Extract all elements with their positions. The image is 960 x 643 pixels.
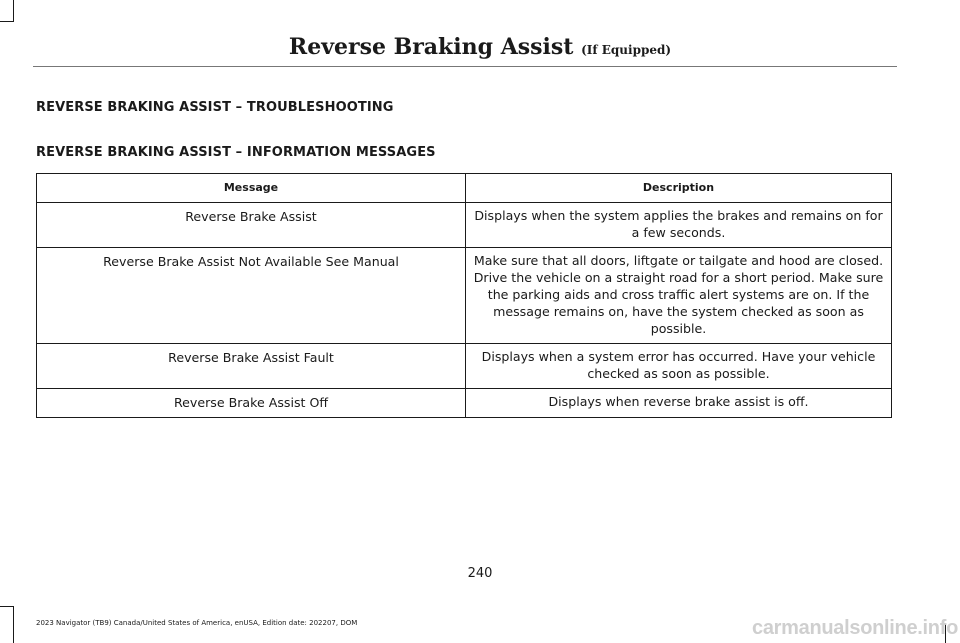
table-row xyxy=(37,344,892,389)
watermark: carmanualsonline.info xyxy=(752,617,958,639)
column-header-message: Message xyxy=(37,174,466,203)
header-title: Reverse Braking Assist xyxy=(288,34,574,60)
edition-footer: 2023 Navigator (TB9) Canada/United States of America, enUSA, Edition date: 202207, DOM xyxy=(36,619,358,627)
header-subtitle: (If Equipped) xyxy=(581,43,672,57)
page-number: 240 xyxy=(467,566,493,581)
page-header xyxy=(0,34,960,60)
header-divider xyxy=(33,66,897,67)
troubleshooting-heading: REVERSE BRAKING ASSIST – TROUBLESHOOTING xyxy=(36,100,394,115)
crop-mark-bottom-left-horizontal xyxy=(0,606,14,607)
crop-mark-bottom-left-vertical xyxy=(13,606,14,643)
crop-mark-top-left-vertical xyxy=(13,0,14,22)
table-row xyxy=(37,248,892,344)
table-row xyxy=(37,203,892,248)
info-messages-heading: REVERSE BRAKING ASSIST – INFORMATION MESSAGES xyxy=(36,145,436,160)
description-cell: Displays when the system applies the brakes and remains on for a few seconds. xyxy=(466,203,892,248)
message-cell: Reverse Brake Assist Off xyxy=(37,389,466,418)
crop-mark-top-left-horizontal xyxy=(0,21,14,22)
table-header-row xyxy=(37,174,892,203)
information-messages-table xyxy=(36,173,892,418)
description-cell: Make sure that all doors, liftgate or tailgate and hood are closed. Drive the vehicle on a straight road for a short period. Make sure the parking aids and cross traffic alert systems are on. If the message remains on, have the system checked as soon as possible. xyxy=(466,248,892,344)
message-cell: Reverse Brake Assist Fault xyxy=(37,344,466,389)
column-header-description: Description xyxy=(466,174,892,203)
message-cell: Reverse Brake Assist xyxy=(37,203,466,248)
description-cell: Displays when reverse brake assist is off. xyxy=(466,389,892,418)
table-row xyxy=(37,389,892,418)
message-cell: Reverse Brake Assist Not Available See Manual xyxy=(37,248,466,344)
description-cell: Displays when a system error has occurred. Have your vehicle checked as soon as possible. xyxy=(466,344,892,389)
